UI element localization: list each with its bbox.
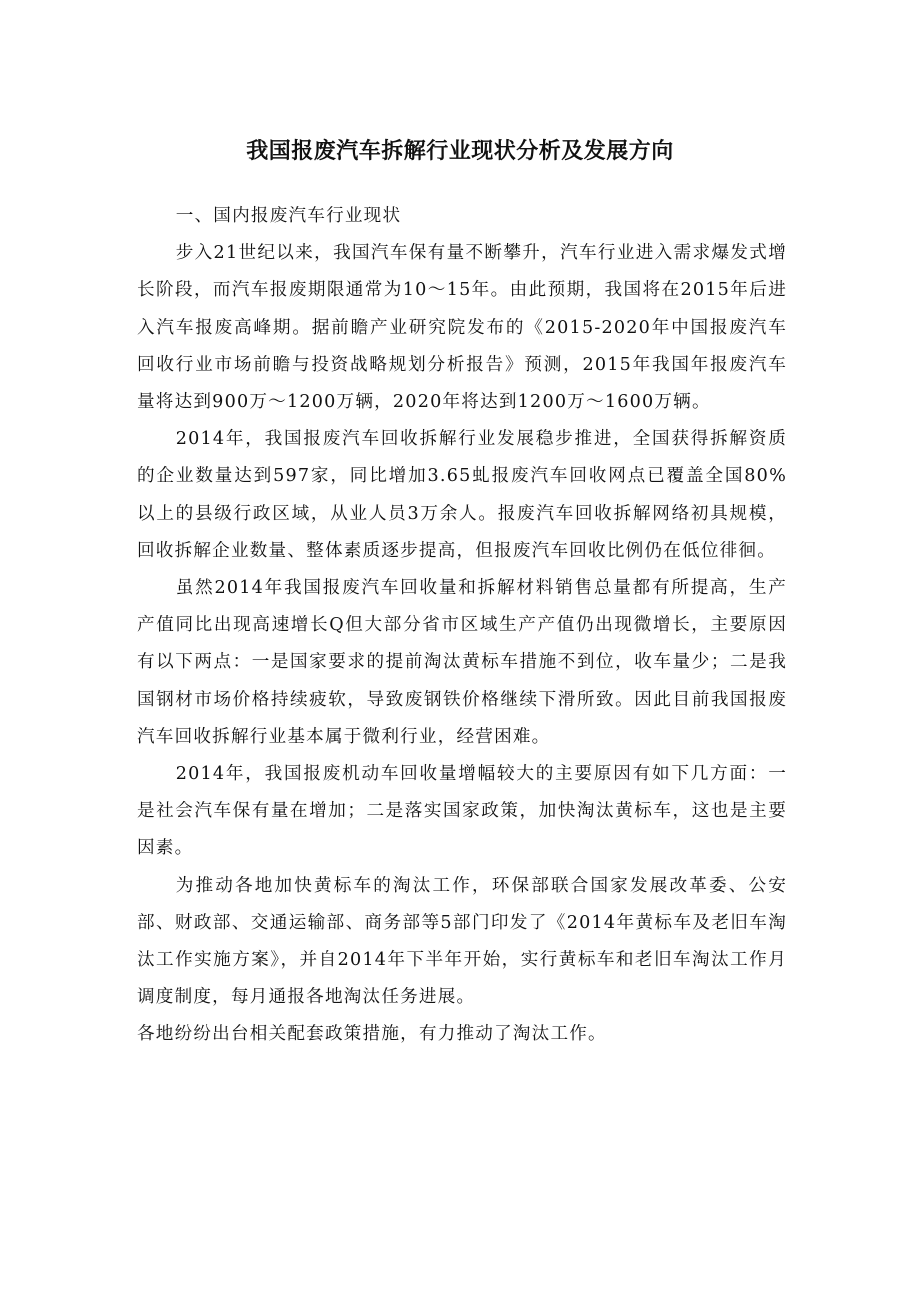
document-body <box>137 198 787 1054</box>
paragraph: 虽然2014年我国报废汽车回收量和拆解材料销售总量都有所提高，生产产值同比出现高速增长Q但大部分省市区域生产产值仍出现微增长，主要原因有以下两点：一是国家要求的提前淘汰黄标车措施不到位，收车量少；二是我国钢材市场价格持续疲软，导致废钢铁价格继续下滑所致。因此目前我国报废汽车回收拆解行业基本属于微利行业，经营困难。 <box>137 578 787 747</box>
document-title: 我国报废汽车拆解行业现状分析及发展方向 <box>246 139 674 164</box>
paragraph: 为推动各地加快黄标车的淘汰工作，环保部联合国家发展改革委、公安部、财政部、交通运输部、商务部等5部门印发了《2014年黄标车及老旧车淘汰工作实施方案》，并自2014年下半年开始，实行黄标车和老旧车淘汰工作月调度制度，每月通报各地淘汰任务进展。 <box>137 875 787 1008</box>
paragraph: 步入21世纪以来，我国汽车保有量不断攀升，汽车行业进入需求爆发式增长阶段，而汽车报废期限通常为10～15年。由此预期，我国将在2015年后进入汽车报废高峰期。据前瞻产业研究院发布的《2015-2020年中国报废汽车回收行业市场前瞻与投资战略规划分析报告》预测，2015年我国年报废汽车量将达到900万～1200万辆，2020年将达到1200万～1600万辆。 <box>137 243 787 413</box>
final-line: 各地纷纷出台相关配套政策措施，有力推动了淘汰工作。 <box>137 1024 607 1045</box>
paragraph: 2014年，我国报废机动车回收量增幅较大的主要原因有如下几方面：一是社会汽车保有量在增加；二是落实国家政策，加快淘汰黄标车，这也是主要因素。 <box>137 764 787 859</box>
paragraph: 2014年，我国报废汽车回收拆解行业发展稳步推进，全国获得拆解资质的企业数量达到597家，同比增加3.65虬报废汽车回收网点已覆盖全国80%以上的县级行政区域，从业人员3万余人。报废汽车回收拆解网络初具规模，回收拆解企业数量、整体素质逐步提高，但报废汽车回收比例仍在低位徘徊。 <box>137 429 787 561</box>
section-heading: 一、国内报废汽车行业现状 <box>175 206 402 226</box>
